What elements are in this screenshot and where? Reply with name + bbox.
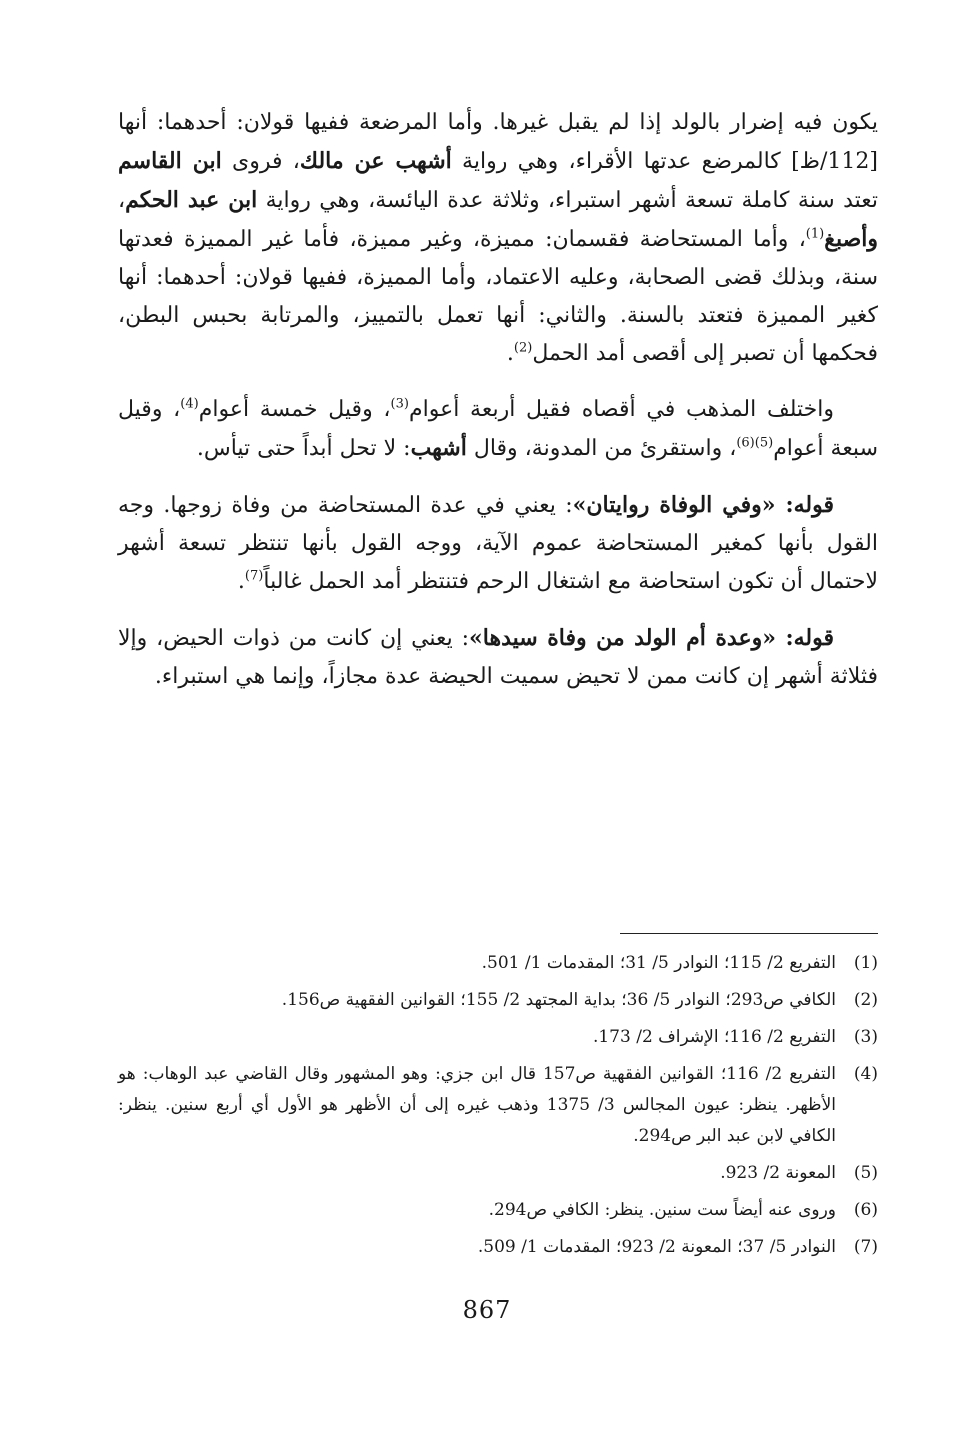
text-segment: ، وأما المستحاضة فقسمان: مميزة، وغير مميزة، فأما غير المميزة فعدتها سنة، وبذلك قضى الصحابة، وعليه الاعتماد، وأما المميزة، ففيها قولان: أحدهما: أنها كغير المميزة فتعتد بالسنة. والثاني: أنها تعمل بالتمييز، والمرتابة بحبس البطن، فحكمها أن تصبر إلى أقصى أمد الحمل: [118, 227, 878, 366]
footnote-reference: (7): [244, 568, 264, 584]
text-segment: ،: [118, 188, 126, 213]
footnote-reference: (3): [390, 396, 409, 412]
footnote-reference: (5)(6): [736, 435, 774, 451]
footnote: [118, 1195, 878, 1226]
paragraph: [118, 619, 878, 696]
bold-term: أشهب عن مالك: [299, 148, 452, 174]
footnote-separator: [620, 933, 878, 934]
footnote-number: (6): [853, 1200, 878, 1220]
footnote-reference: (2): [513, 340, 533, 356]
footnote-number: (5): [853, 1163, 878, 1183]
text-segment: : يعني إن كانت من ذوات الحيض، وإلا فثلاثة أشهر إن كانت ممن لا تحيض سميت الحيضة عدة مجازاً، وإنما هي استبراء.: [118, 626, 878, 689]
footnote-number: (1): [853, 953, 878, 973]
text-segment: واختلف المذهب في أقصاه فقيل أربعة أعوام: [408, 397, 834, 422]
footnote: [118, 985, 878, 1016]
footnote-text: التفريع 2/ 115؛ النوادر 5/ 31؛ المقدمات 1/ 501.: [481, 953, 836, 973]
footnote: [118, 948, 878, 979]
footnote-reference: (4): [180, 396, 199, 412]
text-segment: : لا تحل أبداً حتى تيأس.: [196, 436, 411, 461]
text-segment: يكون فيه إضرار بالولد إذا لم يقبل غيرها. وأما المرضعة ففيها قولان: أحدهما: أنها [112/ظ] كالمرضع عدتها الأقراء، وهي رواية: [118, 110, 878, 174]
bold-term: أشهب: [410, 435, 467, 461]
footnote: [118, 1022, 878, 1053]
footnote-number: (2): [853, 990, 878, 1010]
footnote-number: (4): [853, 1064, 878, 1084]
footnote-text: النوادر 5/ 37؛ المعونة 2/ 923؛ المقدمات 1/ 509.: [477, 1237, 836, 1257]
footnote-number: (7): [853, 1237, 878, 1257]
footnote-text: الكافي ص293؛ النوادر 5/ 36؛ بداية المجتهد 2/ 155؛ القوانين الفقهية ص156.: [281, 990, 836, 1010]
footnotes: [118, 948, 878, 1269]
page-body: [118, 104, 878, 714]
text-segment: ، فروى: [221, 149, 300, 174]
footnote: [118, 1059, 878, 1152]
main-text: [118, 104, 878, 696]
page-number: 867: [462, 1296, 512, 1324]
footnote: [118, 1232, 878, 1263]
footnote: [118, 1158, 878, 1189]
text-segment: ، وقيل سبعة أعوام: [118, 397, 878, 461]
text-segment: تعتد سنة كاملة تسعة أشهر استبراء، وثلاثة عدة اليائسة، وهي رواية: [257, 188, 878, 213]
footnote-text: المعونة 2/ 923.: [720, 1163, 836, 1183]
footnote-reference: (1): [805, 226, 825, 242]
text-segment: : يعني في عدة المستحاضة من وفاة زوجها. وجه القول بأنها كمغير المستحاضة عموم الآية، ووجه القول بأنها تنتظر تسعة أشهر لاحتمال أن تكون استحاضة مع اشتغال الرحم فتنتظر أمد الحمل غالباً: [118, 493, 878, 594]
bold-term: قوله: «وعدة أم الولد من وفاة سيدها»: [469, 625, 834, 651]
bold-term: ابن عبد الحكم: [125, 187, 258, 213]
paragraph: [118, 486, 878, 601]
footnote-text: التفريع 2/ 116؛ الإشراف 2/ 173.: [592, 1027, 836, 1047]
text-segment: ، واستقرئ من المدونة، وقال: [466, 436, 737, 461]
text-segment: .: [237, 569, 245, 594]
paragraph: [118, 104, 878, 373]
bold-term: وأصبغ: [824, 226, 878, 252]
bold-term: قوله: «وفي الوفاة روايتان»: [572, 492, 834, 518]
text-segment: .: [506, 341, 514, 366]
footnote-text: وروى عنه أيضاً ست سنين. ينظر: الكافي ص294.: [488, 1200, 836, 1220]
text-segment: ، وقيل خمسة أعوام: [198, 397, 391, 422]
footnote-number: (3): [853, 1027, 878, 1047]
bold-term: ابن القاسم: [118, 148, 222, 174]
paragraph: [118, 391, 878, 468]
footnote-text: التفريع 2/ 116؛ القوانين الفقهية ص157 قال ابن جزي: وهو المشهور وقال القاضي عبد الوهاب: هو الأظهر. ينظر: عيون المجالس 3/ 1375 وذهب غيره إلى أن الأظهر هو الأول أي أربع سنين. ينظر: الكافي لابن عبد البر ص294.: [118, 1064, 836, 1146]
